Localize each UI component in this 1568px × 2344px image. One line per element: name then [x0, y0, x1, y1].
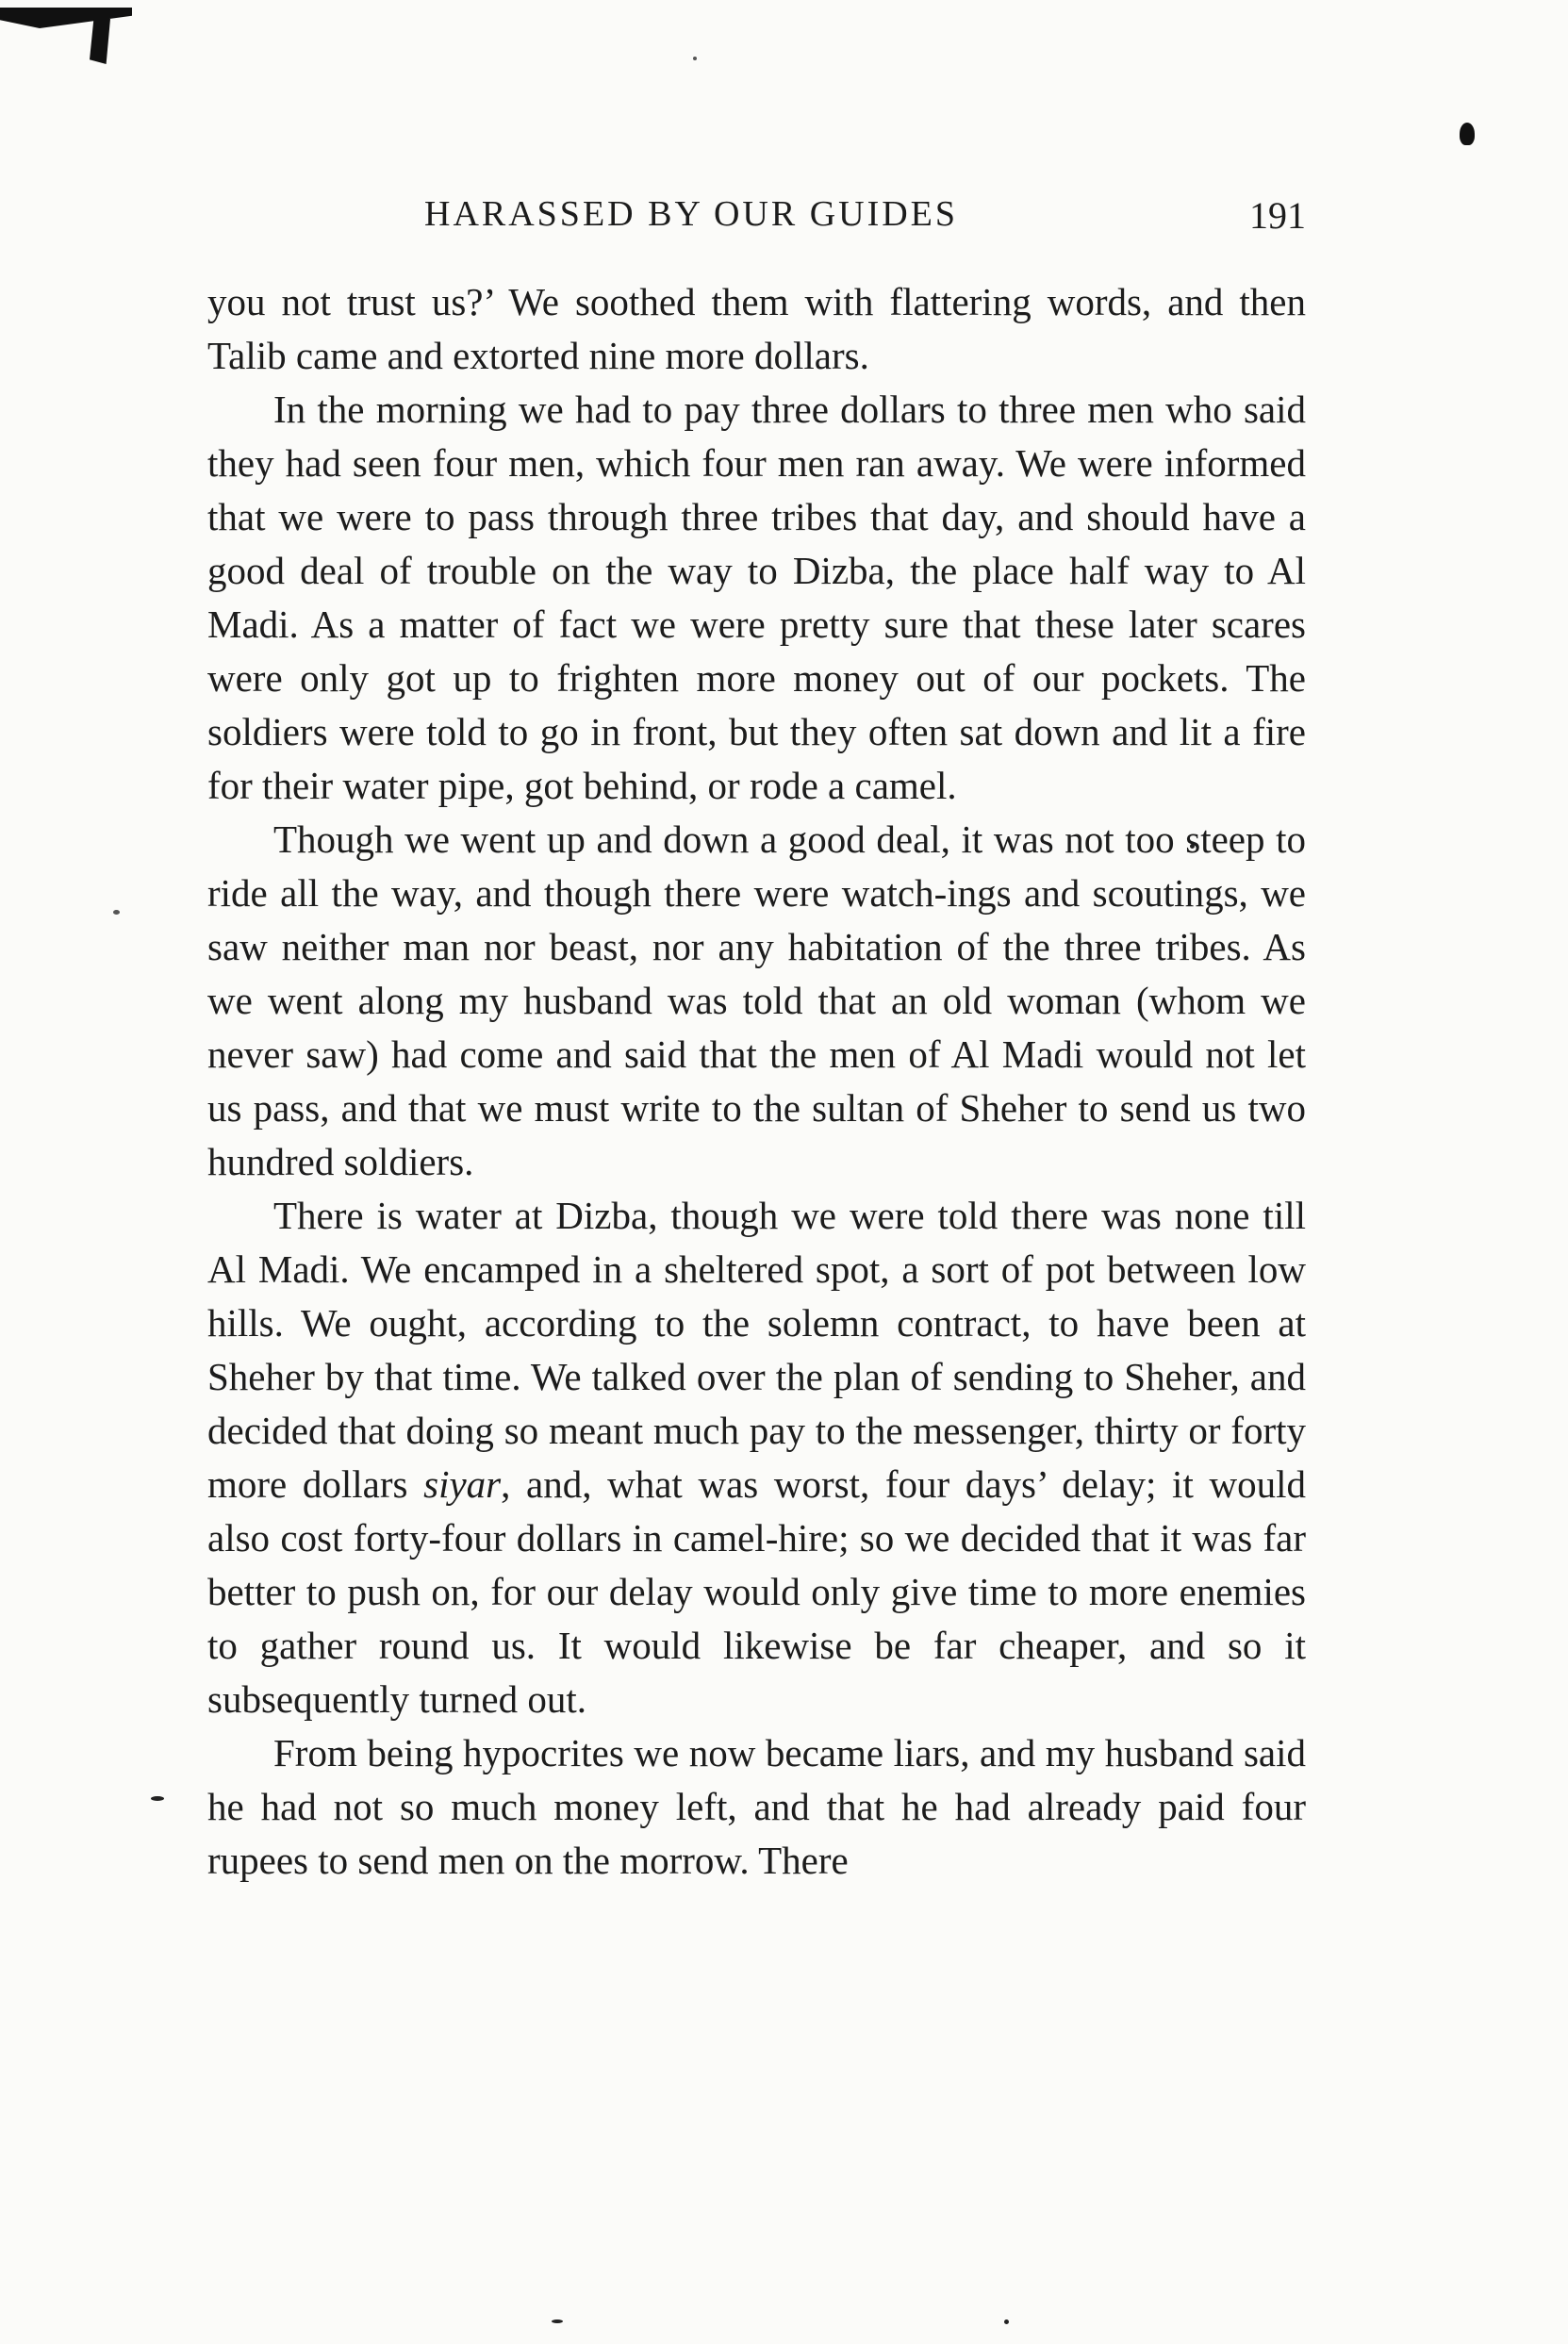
paragraph-4-text-before: There is water at Dizba, though we were told there was none till Al Madi. We encamped in a sheltered spot, a sort of pot between low hills. We ought, according to the solemn contract, to have been at Sheher by that time. We talked over the plan of sending to Sheher, and decided that doing so meant much pay to the messenger, thirty or forty more dollars [207, 1194, 1306, 1506]
scan-dot [693, 57, 697, 60]
body-text [207, 275, 1306, 1888]
italic-word-siyar: siyar [423, 1462, 502, 1506]
page-header [424, 193, 1306, 250]
paragraph-3: Though we went up and down a good deal, it was not too steep to ride all the way, and though there were watch-ings and scoutings, we saw neither man nor beast, nor any habitation of the three tribes. As we went along my husband was told that an old woman (whom we never saw) had come and said that the men of Al Madi would not let us pass, and that we must write to the sultan of Sheher to send us two hundred soldiers. [207, 817, 1306, 1183]
scan-dot [552, 2319, 563, 2323]
paragraph-4-text-after: , and, what was worst, four days’ delay; it would also cost forty-four dollars in camel-hire; so we decided that it was far better to push on, for our delay would only give time to more enemies to gather round us. It would likewise be far cheaper, and so it subsequently turned out. [207, 1462, 1306, 1721]
scan-mark-right [1460, 123, 1475, 145]
paragraph-4 [207, 1189, 1306, 1726]
scan-mark-top-left [0, 8, 132, 28]
page-number: 191 [1249, 194, 1306, 237]
scan-dot [151, 1796, 164, 1801]
scan-dot [113, 910, 120, 915]
scan-dot [1004, 2319, 1009, 2324]
paragraph-2: In the morning we had to pay three dollars to three men who said they had seen four men, which four men ran away. We were informed that we were to pass through three tribes that day, and should have a good deal of trouble on the way to Dizba, the place half way to Al Madi. As a matter of fact we were pretty sure that these later scares were only got up to frighten more money out of our pockets. The soldiers were told to go in front, but they often sat down and lit a fire for their water pipe, got behind, or rode a camel. [207, 388, 1306, 807]
scan-mark-top-left-stem [90, 19, 110, 64]
paragraph-5: From being hypocrites we now became liars, and my husband said he had not so much money left, and that he had already paid four rupees to send men on the morrow. There [207, 1731, 1306, 1882]
running-head: HARASSED BY OUR GUIDES [424, 194, 959, 234]
paragraph-1: you not trust us?’ We soothed them with flattering words, and then Talib came and extorted nine more dollars. [207, 280, 1306, 377]
